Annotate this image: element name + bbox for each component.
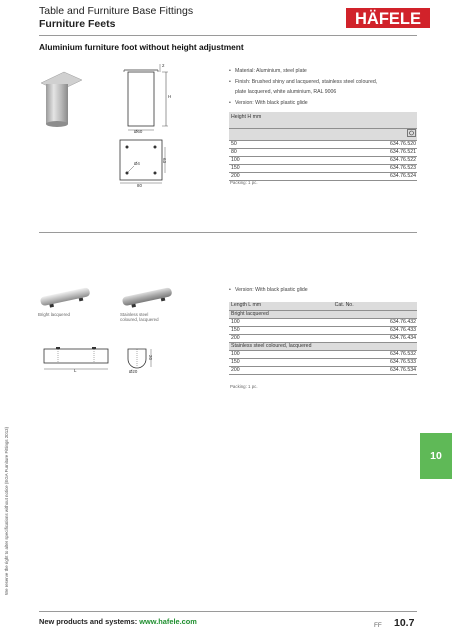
table-row: 80 634.76.521 [231, 148, 416, 155]
product1-features [229, 66, 377, 108]
table-row: 50 634.76.520 [231, 140, 416, 147]
feature-version: • Version: With black plastic glide [229, 98, 377, 109]
footer-text: New products and systems: www.hafele.com [39, 617, 197, 626]
product2-features [229, 285, 308, 296]
table-row: 100 634.76.432 [231, 318, 416, 325]
footer-section-code: FF [374, 622, 382, 629]
bar-end-drawing [124, 345, 158, 377]
footer-divider [39, 611, 417, 612]
caption-bright: Bright lacquered [38, 312, 70, 317]
dim-length-label: L [74, 368, 77, 373]
hafele-logo [346, 8, 430, 28]
product1-spec-table [229, 112, 417, 181]
group-stainless: Stainless steel coloured, lacquered [229, 342, 417, 350]
col-length-header: Length L mm [229, 302, 331, 310]
header-divider [39, 35, 417, 36]
footer-link[interactable]: www.hafele.com [139, 617, 197, 626]
table-row: 100 634.76.522 [231, 156, 416, 163]
dim-diameter-label: Ø20 [129, 369, 138, 374]
dim-end-height-label: 20 [148, 355, 153, 360]
feature-material: • Material: Aluminium, steel plate [229, 66, 377, 77]
bright-lacquered-foot-photo [36, 284, 96, 308]
product2-packing: Packing: 1 pc. [230, 384, 258, 389]
product1-packing: Packing: 1 pc. [230, 180, 258, 185]
caption-stainless: Stainless steel coloured, lacquered [120, 312, 159, 323]
logo-text: HÄFELE [355, 10, 421, 28]
page-subcategory-title: Furniture Feets [39, 18, 116, 30]
table-header-height: Height H mm [229, 112, 417, 128]
dim-b-label: 80 [137, 183, 142, 188]
table-row: 200 634.76.434 [231, 334, 416, 341]
chapter-tab: 10 [420, 433, 452, 479]
group-bright: Bright lacquered [229, 310, 417, 318]
table-row: 150 634.76.433 [231, 326, 416, 333]
dim-height-label: H [168, 94, 172, 99]
feature-finish-cont: plate lacquered, white aluminium, RAL 9006 [235, 89, 337, 95]
table-row: 150 634.76.523 [231, 164, 416, 171]
table-row: 150 634.76.533 [231, 358, 416, 365]
col-cat-header: Cat. No. [331, 302, 417, 310]
furniture-foot-photo [38, 70, 84, 132]
legal-side-text: We reserve the right to alter specifications without notice (EGA Furniture Fittings 2013) [4, 426, 9, 595]
page-category-title: Table and Furniture Base Fittings [39, 5, 194, 17]
feature-version: • Version: With black plastic glide [229, 285, 308, 296]
dim-width-label: Ø60 [134, 129, 143, 134]
page-number: 10.7 [394, 617, 415, 629]
dim-a-label: 63 [162, 158, 167, 163]
section-title: Aluminium furniture foot without height adjustment [39, 42, 244, 52]
section-divider [39, 232, 417, 233]
foot-side-drawing [122, 62, 180, 134]
table-row: 200 634.76.534 [231, 366, 416, 373]
dim-top-label: 2 [162, 63, 165, 68]
stainless-foot-photo [118, 284, 178, 308]
product2-spec-table [229, 302, 417, 375]
square-screw-plate-icon [286, 128, 417, 140]
dim-hole-label: Ø4 [134, 161, 140, 166]
table-row: 200 634.76.524 [231, 172, 416, 179]
table-row: 100 634.76.532 [231, 350, 416, 357]
feature-finish: • Finish: Brushed shiny and lacquered, stainless steel coloured, [229, 77, 377, 88]
plate-top-drawing [114, 136, 170, 188]
bar-side-drawing [40, 345, 112, 375]
